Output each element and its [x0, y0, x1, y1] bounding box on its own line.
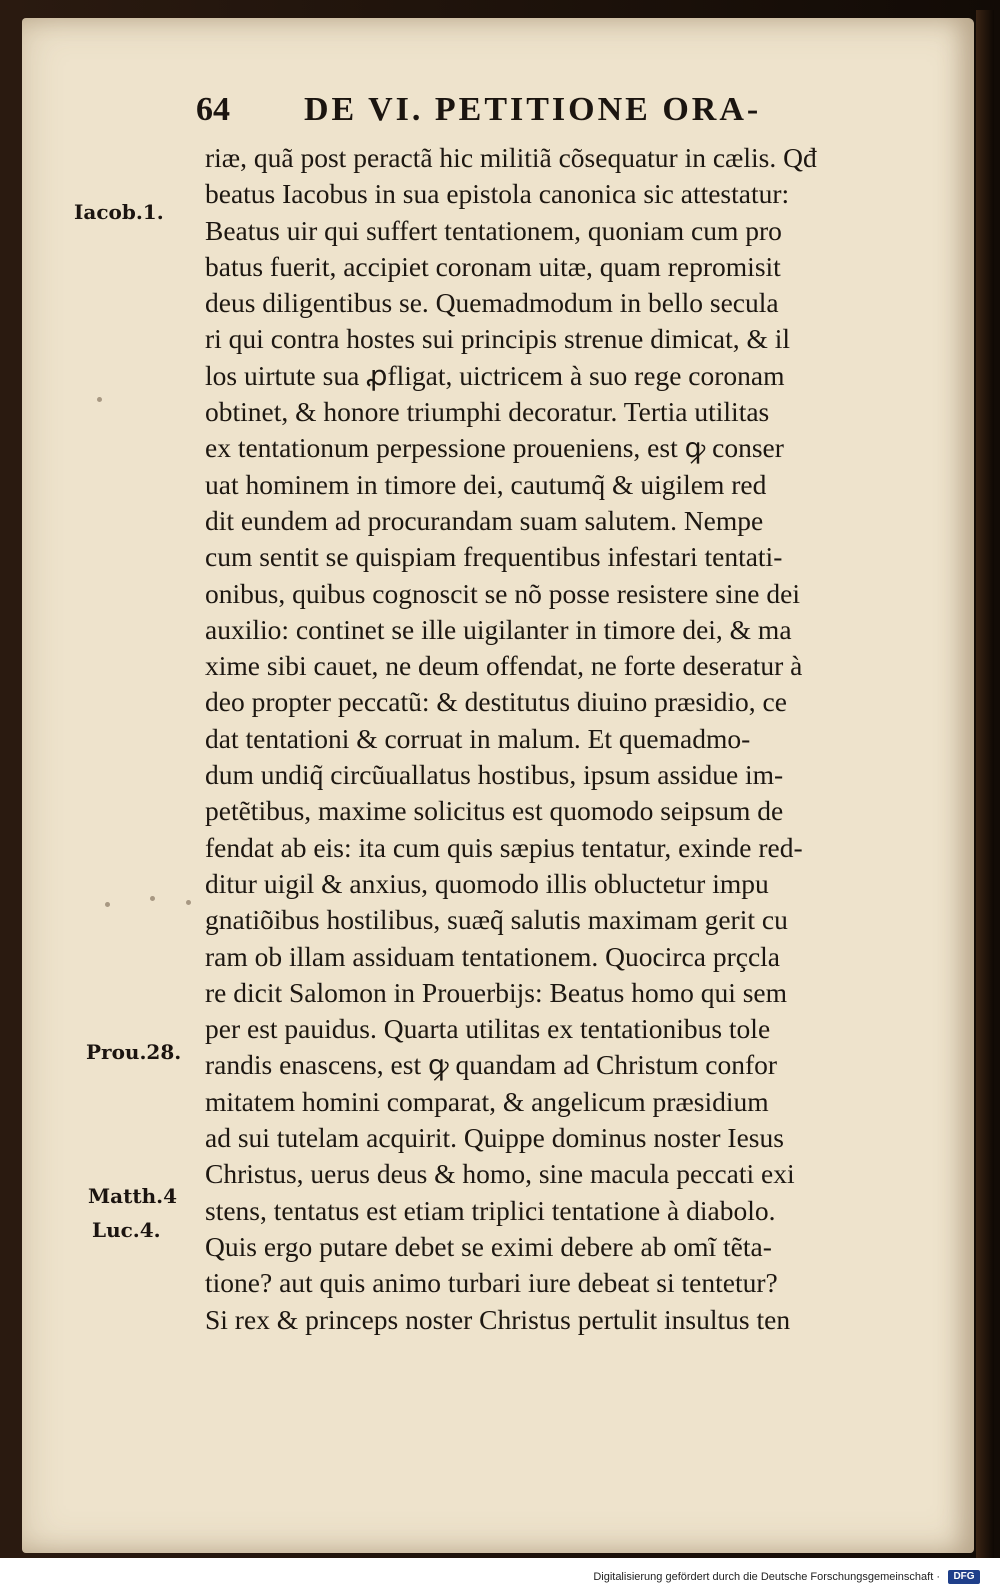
text-line: Si rex & princeps noster Christus pertulit insultus ten: [205, 1303, 791, 1335]
text-line: ex tentationum perpessione proueniens, est ꝙ conser: [205, 432, 784, 464]
footer-credit: Digitalisierung gefördert durch die Deutsche Forschungsgemeinschaft ·: [593, 1571, 940, 1583]
text-line: Quis ergo putare debet se eximi debere ab omĩ tẽta-: [205, 1230, 772, 1262]
text-line: Christus, uerus deus & homo, sine macula peccati exi: [205, 1158, 795, 1190]
text-line: petẽtibus, maxime solicitus est quomodo seipsum de: [205, 795, 784, 827]
running-head: [196, 88, 836, 132]
text-line: cum sentit se quispiam frequentibus infestari tentati-: [205, 541, 783, 573]
text-line: tione? aut quis animo turbari iure debeat si tentetur?: [205, 1267, 778, 1299]
text-line: deus diligentibus se. Quemadmodum in bello secula: [205, 287, 779, 319]
text-line: Beatus uir qui suffert tentationem, quoniam cum pro: [205, 214, 782, 246]
text-line: riæ, quã post peractã hic militiã cõsequatur in cælis. Qđ: [205, 142, 817, 173]
ink-speck: [105, 902, 110, 907]
text-line: ri qui contra hostes sui principis strenue dimicat, & il: [205, 323, 791, 355]
text-line: obtinet, & honore triumphi decoratur. Tertia utilitas: [205, 396, 770, 428]
page-edge: [976, 10, 994, 1558]
text-line: ditur uigil & anxius, quomodo illis obluctetur impu: [205, 867, 769, 899]
text-line: fendat ab eis: ita cum quis sæpius tentatur, exinde red-: [205, 831, 803, 863]
text-line: xime sibi cauet, ne deum offendat, ne forte deseratur à: [205, 650, 803, 682]
text-line: dit eundem ad procurandam suam salutem. Nempe: [205, 504, 764, 536]
text-line: gnatiõibus hostilibus, suæq̃ salutis maximam gerit cu: [205, 904, 788, 936]
text-line: onibus, quibus cognoscit se nõ posse resistere sine dei: [205, 577, 800, 609]
text-line: beatus Iacobus in sua epistola canonica sic attestatur:: [205, 178, 790, 210]
margin-note-prou: Prou.28.: [86, 1040, 182, 1064]
text-line: dat tentationi & corruat in malum. Et quemadmo-: [205, 722, 751, 754]
text-line: stens, tentatus est etiam triplici tentatione à diabolo.: [205, 1194, 776, 1226]
margin-note-luc: Luc.4.: [92, 1218, 161, 1242]
ink-speck: [186, 900, 191, 905]
text-line: deo propter peccatũ: & destitutus diuino præsidio, ce: [205, 686, 787, 718]
dfg-logo: DFG: [948, 1570, 980, 1584]
text-line: batus fuerit, accipiet coronam uitæ, quam repromisit: [205, 250, 781, 282]
text-line: los uirtute sua ꝓfligat, uictricem à suo rege coronam: [205, 359, 785, 391]
text-line: uat hominem in timore dei, cautumq̃ & uigilem red: [205, 468, 767, 500]
text-line: auxilio: continet se ille uigilanter in timore dei, & ma: [205, 613, 792, 645]
text-line: mitatem homini comparat, & angelicum præsidium: [205, 1085, 769, 1117]
text-line: re dicit Salomon in Prouerbijs: Beatus homo qui sem: [205, 976, 788, 1008]
text-line: dum undiq̃ circũuallatus hostibus, ipsum assidue im-: [205, 759, 784, 791]
ink-speck: [97, 397, 102, 402]
page-title: DE VI. PETITIONE ORA-: [304, 91, 762, 128]
text-line: randis enascens, est ꝙ quandam ad Christum confor: [205, 1049, 778, 1081]
ink-speck: [150, 896, 155, 901]
margin-note-matth: Matth.4: [88, 1184, 177, 1208]
page-number: 64: [196, 91, 230, 128]
margin-note-jacob: Iacob.1.: [74, 200, 164, 224]
text-line: per est pauidus. Quarta utilitas ex tentationibus tole: [205, 1013, 771, 1045]
body-text: [205, 140, 925, 1338]
text-line: ram ob illam assiduam tentationem. Quocirca prçcla: [205, 940, 781, 972]
text-line: ad sui tutelam acquirit. Quippe dominus noster Iesus: [205, 1122, 784, 1154]
